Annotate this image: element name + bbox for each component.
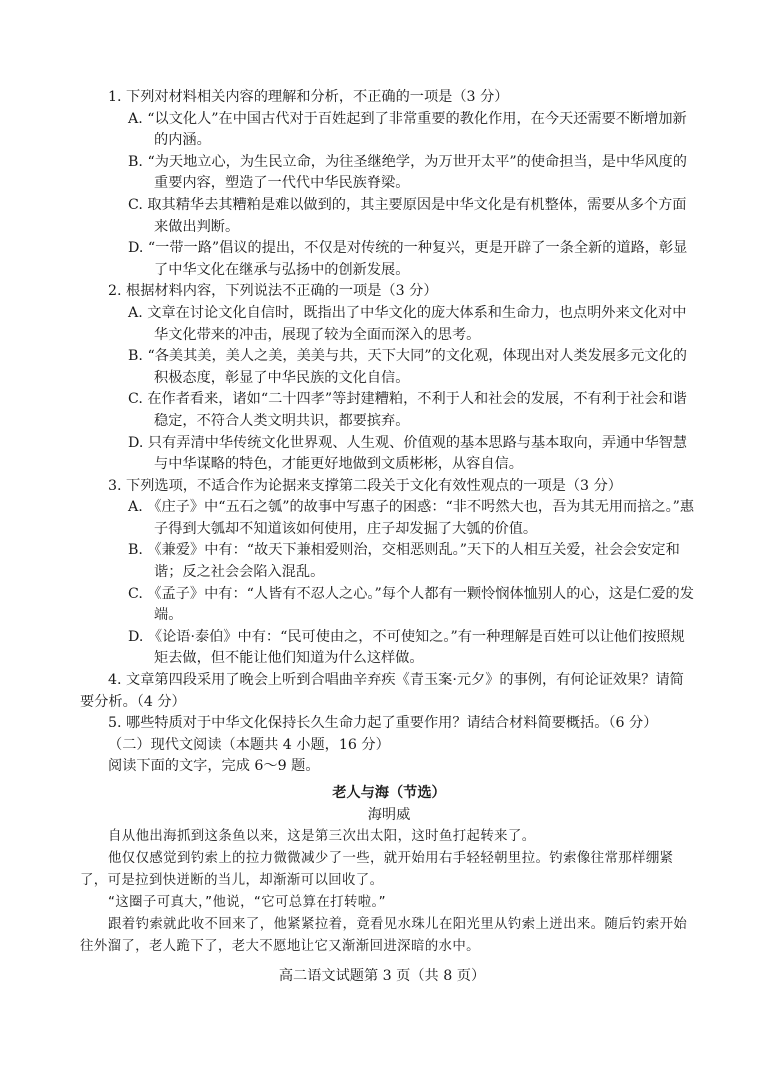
story-paragraph: 他仅仅感觉到钓索上的拉力微微减少了一些，就开始用右手轻轻朝里拉。钓索像往常那样绷紧了，可是拉到快迸断的当儿，却渐渐可以回收了。 (80, 851, 674, 889)
story-paragraph: 自从他出海抓到这条鱼以来，这是第三次出太阳，这时鱼打起转来了。 (108, 829, 536, 845)
page-footer: 高二语文试题第 3 页（共 8 页） (278, 968, 486, 984)
option-d: D. 只有弄清中华传统文化世界观、人生观、价值观的基本思路与基本取向，弄通中华智慧与中华谋略的特色，才能更好地做到文质彬彬，从容自信。 (128, 434, 688, 473)
option-d: D. 《论语·泰伯》中有：“民可使由之，不可使知之。”有一种理解是百姓可以让他们按照规矩去做，但不能让他们知道为什么这样做。 (128, 628, 685, 667)
reading-instruction: 阅读下面的文字，完成 6～9 题。 (108, 758, 320, 775)
option-a: A. 文章在讨论文化自信时，既指出了中华文化的庞大体系和生命力，也点明外来文化对中华文化带来的冲击，展现了较为全面而深入的思考。 (128, 304, 687, 343)
question-stem: 2. 根据材料内容，下列说法不正确的一项是（3 分） (108, 283, 438, 300)
option-b: B. “各美其美，美人之美，美美与共，天下大同”的文化观，体现出对人类发展多元文化的积极态度，彰显了中华民族的文化自信。 (128, 348, 687, 386)
question-stem: 3. 下列选项，不适合作为论据来支撑第二段关于文化有效性观点的一项是（3 分） (108, 477, 622, 494)
option-c: C. 取其精华去其糟粕是难以做到的，其主要原因是中华文化是有机整体，需要从多个方面来做出判断。 (128, 196, 687, 235)
option-b: B. 《兼爱》中有：“故天下兼相爱则治，交相恶则乱。”天下的人相互关爱，社会会安定和谐；反之社会会陷入混乱。 (128, 542, 680, 581)
option-c: C. 在作者看来，诸如“二十四孝”等封建糟粕，不利于人和社会的发展，不有利于社会和谐稳定，不符合人类文明共识，都要摈弃。 (128, 391, 687, 429)
question-1 (80, 87, 698, 281)
option-b: B. “为天地立心，为生民立命，为往圣继绝学，为万世开太平”的使命担当，是中华风度的重要内容，塑造了一代代中华民族脊梁。 (128, 153, 687, 192)
option-a: A. “以文化人”在中国古代对于百姓起到了非常重要的教化作用，在今天还需要不断增加新的内涵。 (128, 110, 687, 149)
story-author: 海明威 (367, 806, 411, 823)
story-paragraph: “这圈子可真大，”他说，“它可总算在打转啦。” (108, 895, 386, 911)
question-4: 4. 文章第四段采用了晚会上听到合唱曲辛弃疾《青玉案·元夕》的事例，有何论证效果？请简要分析。（4 分） (80, 672, 684, 710)
section-heading: （二）现代文阅读（本题共 4 小题，16 分） (108, 736, 390, 753)
story-paragraph: 跟着钓索就此收不回来了，他紧紧拉着，竟看见水珠儿在阳光里从钓索上迸出来。随后钓索开始往外溜了，老人跪下了，老大不愿地让它又渐渐回进深暗的水中。 (80, 917, 688, 955)
question-5: 5. 哪些特质对于中华文化保持长久生命力起了重要作用？请结合材料简要概括。（6 分） (108, 715, 658, 732)
question-2 (80, 281, 698, 475)
option-a: A. 《庄子》中“五石之瓠”的故事中写惠子的困惑：“非不呺然大也，吾为其无用而掊之。”惠子得到大瓠却不知道该如何使用，庄子却发掘了大瓠的价值。 (128, 499, 695, 537)
question-stem: 1. 下列对材料相关内容的理解和分析，不正确的一项是（3 分） (108, 89, 509, 105)
option-c: C. 《孟子》中有：“人皆有不忍人之心。”每个人都有一颗怜悯体恤别人的心，这是仁爱的发端。 (128, 585, 694, 624)
option-d: D. “一带一路”倡议的提出，不仅是对传统的一种复兴，更是开辟了一条全新的道路，彰显了中华文化在继承与弘扬中的创新发展。 (128, 240, 688, 278)
story-title: 老人与海（节选） (332, 785, 446, 801)
question-3 (80, 476, 698, 670)
